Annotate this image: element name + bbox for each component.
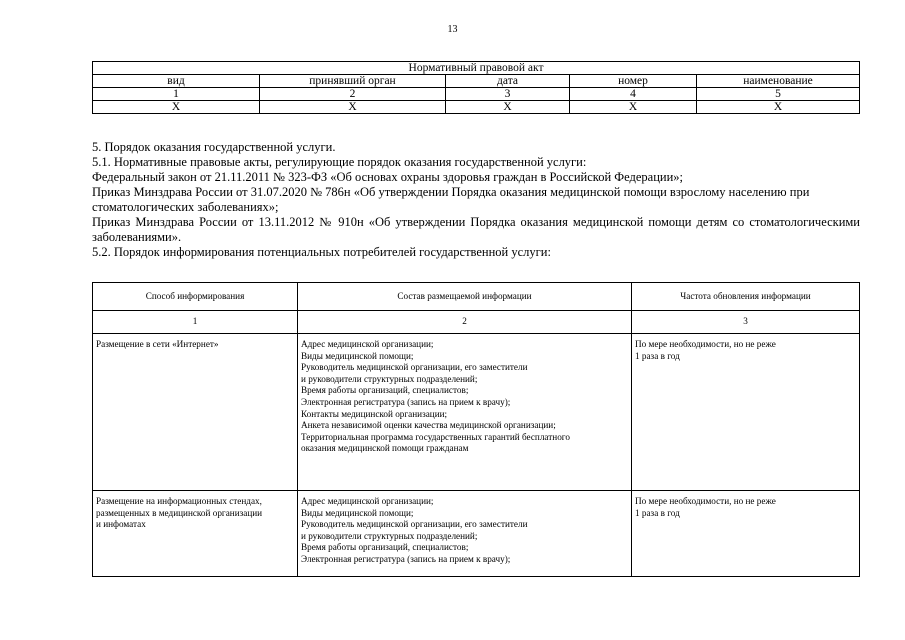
content-line: Территориальная программа государственных гарантий бесплатного (301, 431, 570, 442)
content-line: Виды медицинской помощи; (301, 507, 414, 518)
informing-method: Размещение на информационных стендах, размещенных в медицинской организации и инфоматах (93, 491, 298, 577)
content-line: Анкета независимой оценки качества медицинской организации; (301, 420, 556, 431)
column-header-name: наименование (697, 75, 860, 88)
page-number: 13 (447, 24, 458, 35)
column-number: 1 (93, 311, 298, 334)
table-cell: X (697, 101, 860, 114)
content-line: Электронная регистратура (запись на прием к врачу); (301, 396, 511, 407)
column-number: 3 (632, 311, 860, 334)
column-header-authority: принявший орган (260, 75, 446, 88)
informing-table (92, 282, 860, 577)
content-line: оказания медицинской помощи гражданам (301, 443, 469, 454)
table-row (93, 491, 860, 577)
column-number: 2 (260, 88, 446, 101)
informing-method: Размещение в сети «Интернет» (93, 334, 298, 491)
table-cell: X (446, 101, 570, 114)
table-row (93, 334, 860, 491)
column-header-type: вид (93, 75, 260, 88)
column-header-frequency: Частота обновления информации (632, 283, 860, 311)
column-header-method: Способ информирования (93, 283, 298, 311)
content-line: Виды медицинской помощи; (301, 350, 414, 361)
content-line: Время работы организаций, специалистов; (301, 385, 469, 396)
content-line: Адрес медицинской организации; (301, 339, 434, 349)
legal-act-item: Федеральный закон от 21.11.2011 № 323-ФЗ «Об основах охраны здоровья граждан в Российской Федерации»; (92, 170, 684, 184)
legal-act-table-title: Нормативный правовой акт (93, 62, 860, 75)
section-subheading-informing: 5.2. Порядок информирования потенциальных потребителей государственной услуги: (92, 245, 551, 259)
update-frequency: По мере необходимости, но не реже 1 раза в год (632, 334, 860, 491)
table-cell: X (570, 101, 697, 114)
column-number: 2 (298, 311, 632, 334)
content-line: Контакты медицинской организации; (301, 408, 448, 419)
column-header-number: номер (570, 75, 697, 88)
column-number: 3 (446, 88, 570, 101)
column-header-content: Состав размещаемой информации (298, 283, 632, 311)
content-line: Время работы организаций, специалистов; (301, 542, 469, 553)
content-line: Руководитель медицинской организации, его заместители (301, 362, 528, 373)
section-subheading-legal-acts: 5.1. Нормативные правовые акты, регулирующие порядок оказания государственной услуги: (92, 155, 587, 169)
section-text (92, 140, 860, 260)
informing-content (298, 334, 632, 491)
legal-act-item: Приказ Минздрава России от 31.07.2020 № 786н «Об утверждении Порядка оказания медицинской помощи взрослому населению при стоматологических заболеваниях»; (92, 185, 810, 214)
update-frequency: По мере необходимости, но не реже 1 раза в год (632, 491, 860, 577)
content-line: Электронная регистратура (запись на прием к врачу); (301, 553, 511, 564)
informing-content (298, 491, 632, 577)
content-line: и руководители структурных подразделений; (301, 530, 478, 541)
table-cell: X (260, 101, 446, 114)
content-line: Руководитель медицинской организации, его заместители (301, 519, 528, 530)
column-number: 4 (570, 88, 697, 101)
column-number: 5 (697, 88, 860, 101)
legal-act-table (92, 61, 860, 114)
column-number: 1 (93, 88, 260, 101)
legal-act-item: Приказ Минздрава России от 13.11.2012 № 910н «Об утверждении Порядка оказания медицинской помощи детям со стоматологическими заболеваниями». (92, 215, 860, 244)
column-header-date: дата (446, 75, 570, 88)
content-line: и руководители структурных подразделений; (301, 373, 478, 384)
table-cell: X (93, 101, 260, 114)
section-heading: 5. Порядок оказания государственной услуги. (92, 140, 336, 154)
content-line: Адрес медицинской организации; (301, 496, 434, 506)
